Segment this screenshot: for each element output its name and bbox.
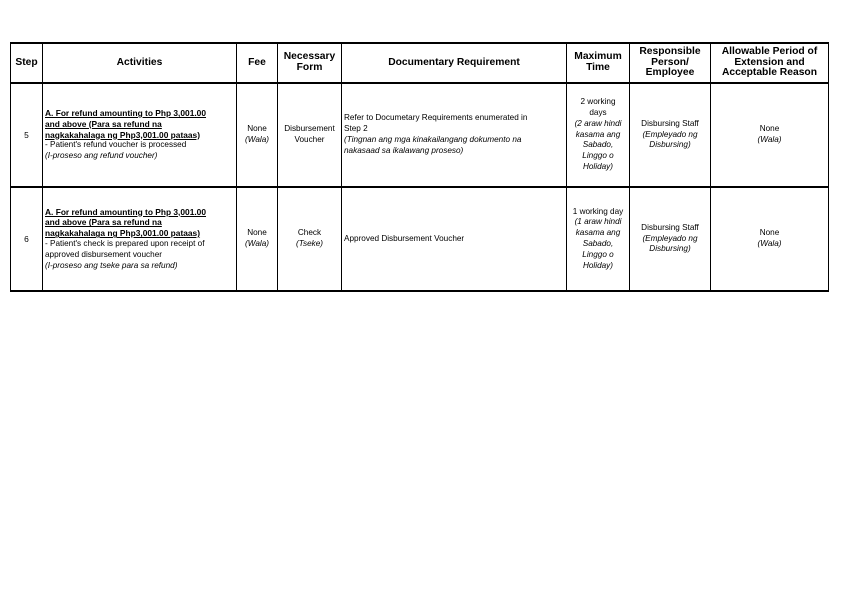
allowable-period-cell xyxy=(711,83,829,187)
header-row xyxy=(11,43,829,83)
responsible-text-tagalog: Disbursing) xyxy=(649,244,691,254)
header-maxtime-line: Time xyxy=(586,62,610,73)
responsible-text-tagalog: (Empleyado ng xyxy=(642,129,698,139)
activity-description: - Patient's refund voucher is processed xyxy=(45,140,187,150)
header-allowable-line: Allowable Period of xyxy=(721,45,818,57)
maxtime-text-tagalog: kasama ang xyxy=(575,228,621,238)
fee-cell xyxy=(237,187,278,291)
docreq-text: Refer to Documetary Requirements enumerated in xyxy=(344,113,528,123)
maxtime-text-tagalog: (1 araw hindi xyxy=(574,217,622,227)
allowable-period-cell xyxy=(711,187,829,291)
maxtime-text: 1 working day xyxy=(572,206,624,216)
responsible-text-tagalog: (Empleyado ng xyxy=(642,233,698,243)
form-value: Disbursement xyxy=(284,124,335,134)
maximum-time-cell xyxy=(567,83,630,187)
header-form-line: Form xyxy=(296,62,323,73)
header-allowable-line: Acceptable Reason xyxy=(722,67,817,79)
maxtime-text: days xyxy=(589,108,607,117)
activity-heading: nagkakahalaga ng Php3,001.00 pataas) xyxy=(45,129,201,140)
allowable-text: None xyxy=(759,228,780,238)
activity-heading: A. For refund amounting to Php 3,001.00 xyxy=(45,206,207,217)
maxtime-text-tagalog: Holiday) xyxy=(582,260,614,270)
activity-heading: nagkakahalaga ng Php3,001.00 pataas) xyxy=(45,228,201,239)
activity-cell xyxy=(43,187,237,291)
citizens-charter-table xyxy=(10,42,829,292)
activity-description: - Patient's check is prepared upon receipt of xyxy=(45,239,205,248)
maxtime-text-tagalog: Linggo o xyxy=(582,249,614,259)
maxtime-text-tagalog: Sabado, xyxy=(582,239,614,248)
maximum-time-cell xyxy=(567,187,630,291)
header-responsible-person xyxy=(630,43,711,83)
header-documentary-requirement: Documentary Requirement xyxy=(342,43,567,83)
activity-description: approved disbursement voucher xyxy=(45,249,162,259)
fee-value-tagalog: (Wala) xyxy=(245,135,269,144)
header-maximum-time xyxy=(567,43,630,83)
activity-description-tagalog: (I-proseso ang tseke para sa refund) xyxy=(45,260,178,270)
docreq-text-tagalog: nakasaad sa ikalawang proseso) xyxy=(344,145,464,155)
header-responsible-line: Responsible xyxy=(639,45,701,57)
form-value-tagalog: (Tseke) xyxy=(296,239,323,248)
maxtime-text: 2 working xyxy=(580,97,616,107)
header-allowable-period xyxy=(711,43,829,83)
maxtime-text-tagalog: (2 araw hindi xyxy=(574,118,622,128)
header-step: Step xyxy=(11,43,43,83)
header-necessary-form xyxy=(278,43,342,83)
form-cell xyxy=(278,187,342,291)
header-allowable-line: Extension and xyxy=(734,56,805,68)
activity-heading: A. For refund amounting to Php 3,001.00 xyxy=(45,108,207,118)
fee-cell xyxy=(237,83,278,187)
responsible-person-cell xyxy=(630,83,711,187)
header-activities: Activities xyxy=(43,43,237,83)
table-row xyxy=(11,83,829,187)
docreq-text: Step 2 xyxy=(344,124,368,134)
activity-heading: and above (Para sa refund na xyxy=(45,118,162,129)
header-maxtime-line: Maximum xyxy=(574,51,622,63)
allowable-text: None xyxy=(759,124,780,134)
responsible-person-cell xyxy=(630,187,711,291)
maxtime-text-tagalog: Holiday) xyxy=(582,161,614,171)
docreq-text-tagalog: (Tingnan ang mga kinakailangang dokumento na xyxy=(344,135,522,144)
responsible-text-tagalog: Disbursing) xyxy=(649,140,691,150)
header-responsible-line: Person/ xyxy=(651,56,689,68)
fee-value-tagalog: (Wala) xyxy=(245,239,269,248)
fee-value: None xyxy=(247,124,267,134)
activity-cell xyxy=(43,83,237,187)
header-responsible-line: Employee xyxy=(645,67,695,79)
table-row xyxy=(11,187,829,291)
step-number: 5 xyxy=(11,83,43,187)
form-cell xyxy=(278,83,342,187)
maxtime-text-tagalog: Linggo o xyxy=(582,151,614,161)
documentary-requirement-cell xyxy=(342,187,567,291)
activity-description-tagalog: (I-proseso ang refund voucher) xyxy=(45,151,158,161)
allowable-text-tagalog: (Wala) xyxy=(757,239,782,248)
step-number: 6 xyxy=(11,187,43,291)
docreq-text: Approved Disbursement Voucher xyxy=(344,233,465,243)
fee-value: None xyxy=(247,228,267,238)
form-value: Voucher xyxy=(294,135,325,144)
responsible-text: Disbursing Staff xyxy=(641,118,699,128)
activity-heading: and above (Para sa refund na xyxy=(45,217,162,228)
header-fee: Fee xyxy=(237,43,278,83)
allowable-text-tagalog: (Wala) xyxy=(757,135,782,144)
form-value: Check xyxy=(297,228,322,238)
maxtime-text-tagalog: Sabado, xyxy=(582,140,614,150)
header-form-line: Necessary xyxy=(283,51,336,63)
responsible-text: Disbursing Staff xyxy=(641,222,699,232)
documentary-requirement-cell xyxy=(342,83,567,187)
maxtime-text-tagalog: kasama ang xyxy=(575,129,621,139)
